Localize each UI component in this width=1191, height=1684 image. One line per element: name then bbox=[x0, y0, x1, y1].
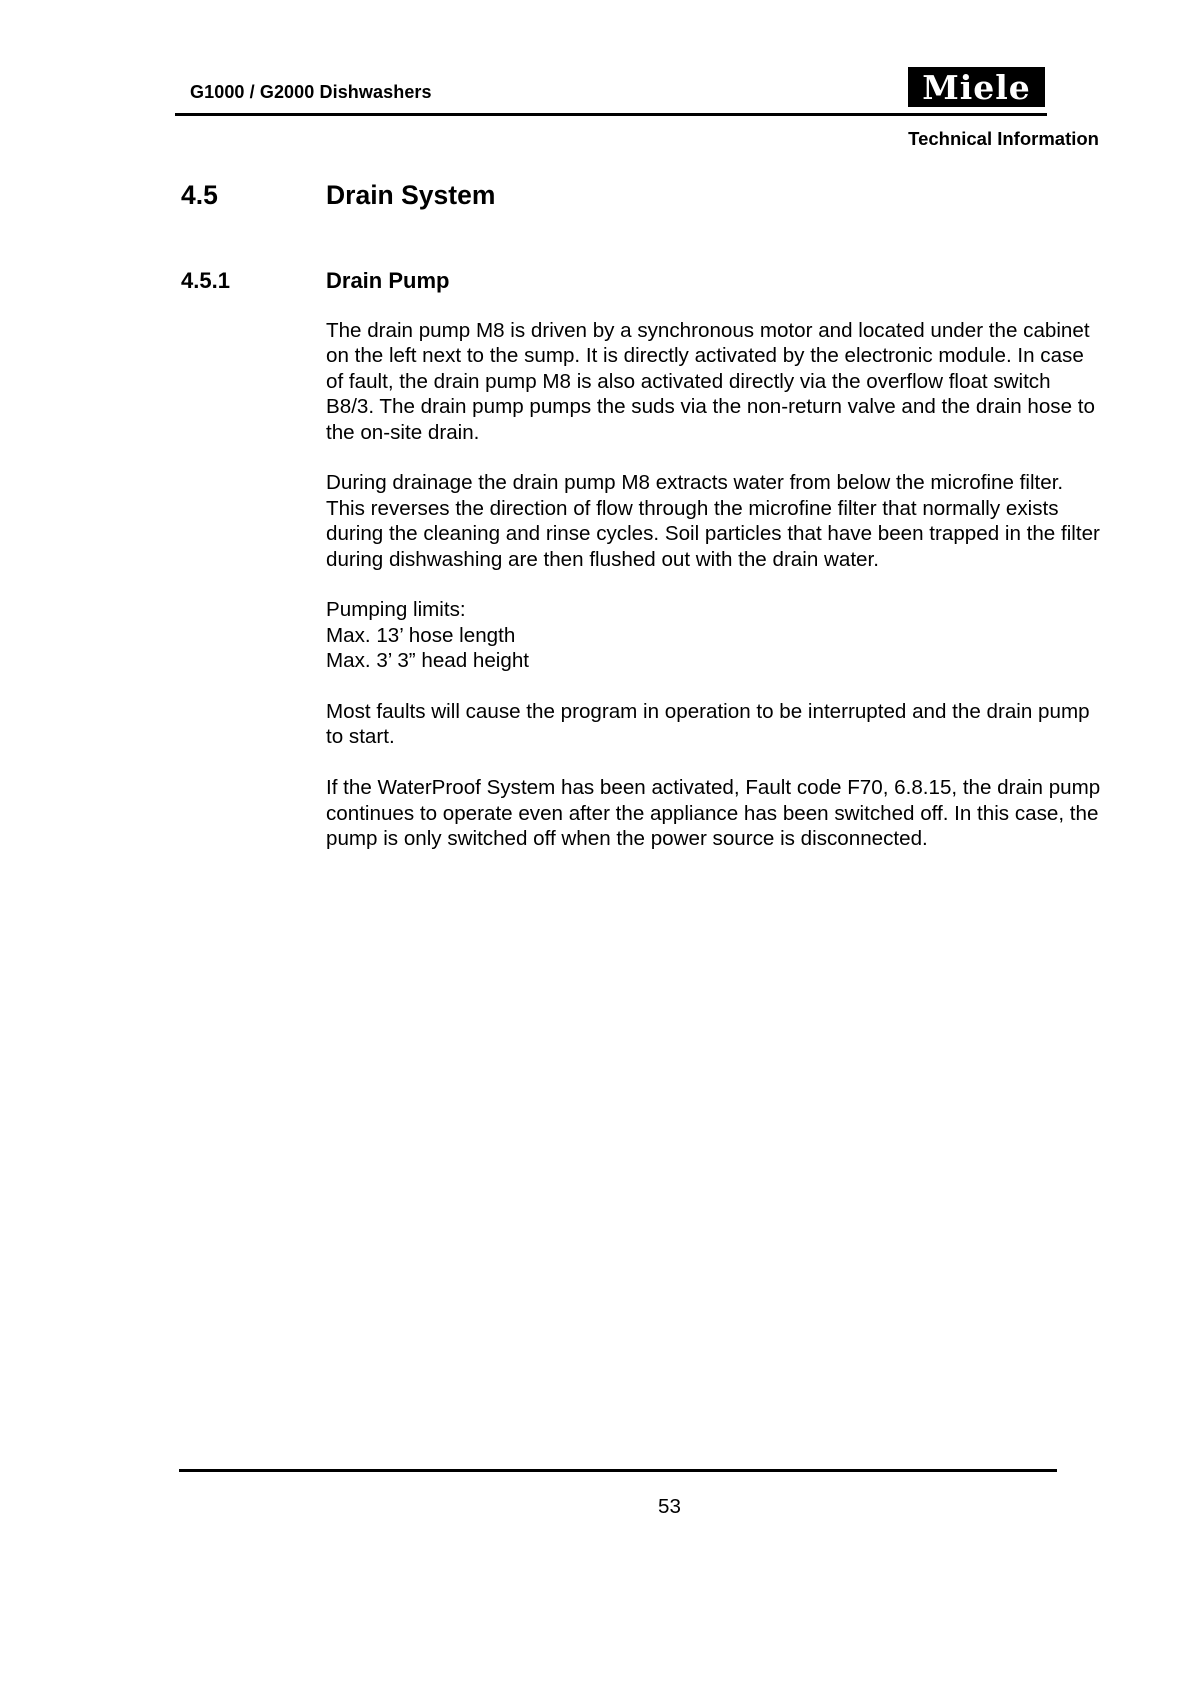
subsection-number: 4.5.1 bbox=[181, 268, 230, 293]
section-title: Drain System bbox=[326, 180, 496, 210]
section-number: 4.5 bbox=[181, 180, 218, 210]
paragraph-drainage-flow: During drainage the drain pump M8 extracts water from below the microfine filter. This reverses the direction of flow through the microfine filter that normally exists during the cleaning and rinse cycles. Soil particles that have been trapped in the filter during dishwashing are then flushed out with the drain water. bbox=[326, 471, 1100, 571]
paragraph-waterproof-system: If the WaterProof System has been activated, Fault code F70, 6.8.15, the drain pump continues to operate even after the appliance has been switched off. In this case, the pump is only switched off when the power source is disconnected. bbox=[326, 776, 1101, 851]
page-number: 53 bbox=[658, 1495, 681, 1518]
subsection-title: Drain Pump bbox=[326, 268, 450, 293]
paragraph-pumping-limits: Pumping limits: Max. 13’ hose length Max. 3’ 3” head height bbox=[326, 598, 530, 673]
footer-divider bbox=[179, 1469, 1057, 1472]
miele-logo bbox=[908, 67, 1045, 107]
paragraph-faults: Most faults will cause the program in operation to be interrupted and the drain pump to start. bbox=[326, 700, 1090, 749]
header-divider bbox=[175, 113, 1047, 116]
paragraph-drain-pump-description: The drain pump M8 is driven by a synchronous motor and located under the cabinet on the left next to the sump. It is directly activated by the electronic module. In case of fault, the drain pump M8 is also activated directly via the overflow float switch B8/3. The drain pump pumps the suds via the non-return valve and the drain hose to the on-site drain. bbox=[326, 319, 1095, 444]
logo-text: Miele bbox=[922, 67, 1031, 107]
body-text bbox=[326, 318, 1166, 877]
header-document-title: G1000 / G2000 Dishwashers bbox=[190, 82, 432, 102]
header-subtitle: Technical Information bbox=[908, 128, 1099, 149]
